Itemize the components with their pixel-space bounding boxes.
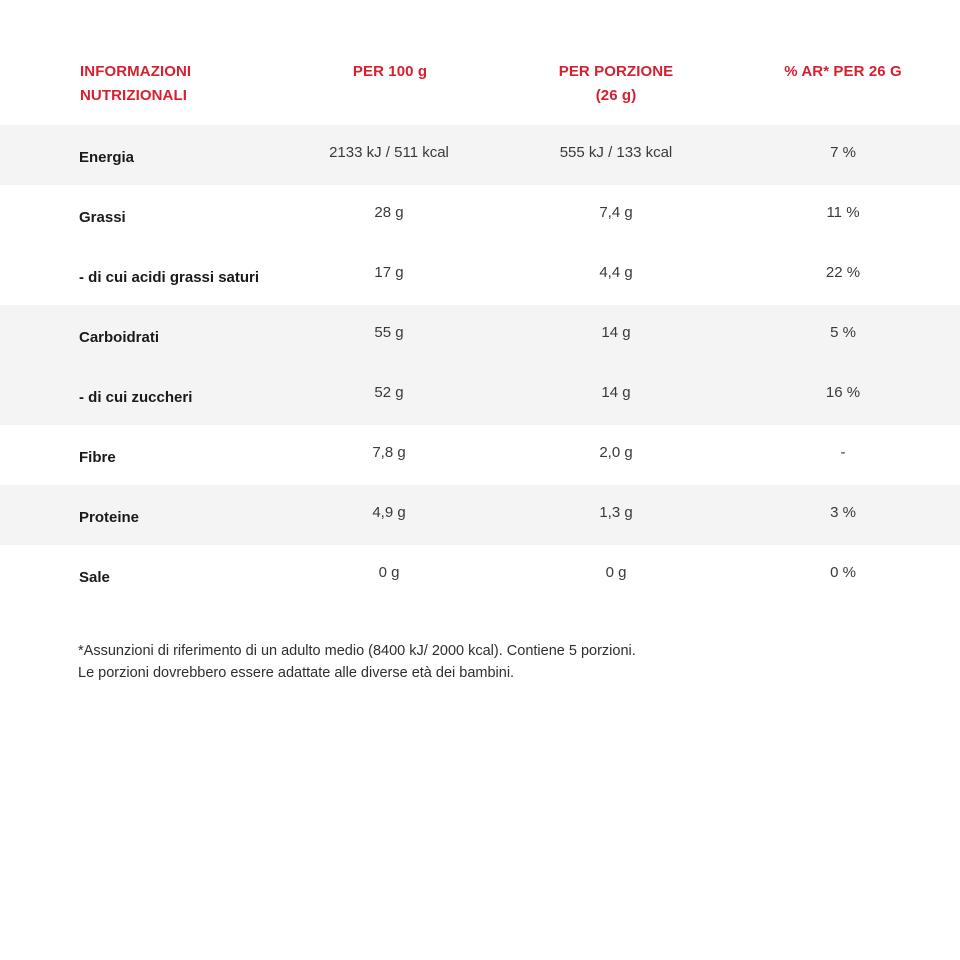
footnote-line-1: *Assunzioni di riferimento di un adulto medio (8400 kJ/ 2000 kcal). Contiene 5 porzioni. xyxy=(78,643,636,659)
header-nutrition-info-line2: NUTRIZIONALI xyxy=(80,87,188,104)
header-per-portion-line2: (26 g) xyxy=(595,87,637,104)
row-per-100g: 2133 kJ / 511 kcal xyxy=(329,144,449,161)
header-reference-intake-line1: % AR* PER 26 G xyxy=(784,63,902,80)
row-reference-intake: 0 % xyxy=(830,564,856,581)
table-row xyxy=(0,545,960,605)
table-header xyxy=(0,0,960,125)
table-row xyxy=(0,185,960,245)
header-per-portion xyxy=(516,60,716,108)
row-per-portion: 7,4 g xyxy=(599,204,633,221)
row-per-portion: 14 g xyxy=(601,324,631,341)
row-reference-intake: 22 % xyxy=(825,264,861,281)
row-per-100g: 0 g xyxy=(378,564,400,581)
header-per-100g xyxy=(290,60,490,84)
row-per-100g: 28 g xyxy=(374,204,404,221)
row-reference-intake: 16 % xyxy=(825,384,861,401)
row-per-100g: 4,9 g xyxy=(372,504,406,521)
row-per-portion: 14 g xyxy=(601,384,631,401)
header-per-portion-line1: PER PORZIONE xyxy=(558,63,674,80)
table-row xyxy=(0,305,960,365)
table-row xyxy=(0,485,960,545)
row-per-portion: 0 g xyxy=(605,564,627,581)
header-per-100g-line1: PER 100 g xyxy=(352,63,428,80)
row-per-100g: 7,8 g xyxy=(372,444,406,461)
row-per-portion: 1,3 g xyxy=(599,504,633,521)
header-nutrition-info xyxy=(80,60,300,108)
row-label: Sale xyxy=(79,569,110,586)
table-row xyxy=(0,125,960,185)
row-label: Carboidrati xyxy=(79,329,160,346)
header-nutrition-info-line1: INFORMAZIONI xyxy=(80,63,192,80)
footnote xyxy=(78,640,898,684)
row-per-100g: 52 g xyxy=(374,384,404,401)
row-reference-intake: 11 % xyxy=(826,204,860,221)
row-label: Proteine xyxy=(79,509,140,526)
table-row xyxy=(0,425,960,485)
row-per-portion: 2,0 g xyxy=(599,444,633,461)
row-per-portion: 4,4 g xyxy=(599,264,633,281)
row-per-100g: 55 g xyxy=(374,324,404,341)
row-label: Grassi xyxy=(79,209,126,226)
row-per-100g: 17 g xyxy=(374,264,404,281)
row-label: - di cui acidi grassi saturi xyxy=(79,269,260,286)
row-per-portion: 555 kJ / 133 kcal xyxy=(559,144,673,161)
header-reference-intake xyxy=(743,60,943,84)
table-row xyxy=(0,245,960,305)
nutrition-table-body xyxy=(0,125,960,605)
table-row xyxy=(0,365,960,425)
row-label: - di cui zuccheri xyxy=(79,389,193,406)
row-label: Fibre xyxy=(79,449,116,466)
row-reference-intake: 5 % xyxy=(830,324,856,341)
row-reference-intake: 7 % xyxy=(830,144,856,161)
row-reference-intake: - xyxy=(840,444,846,461)
row-reference-intake: 3 % xyxy=(830,504,856,521)
footnote-line-2: Le porzioni dovrebbero essere adattate alle diverse età dei bambini. xyxy=(78,665,515,681)
row-label: Energia xyxy=(79,149,135,166)
